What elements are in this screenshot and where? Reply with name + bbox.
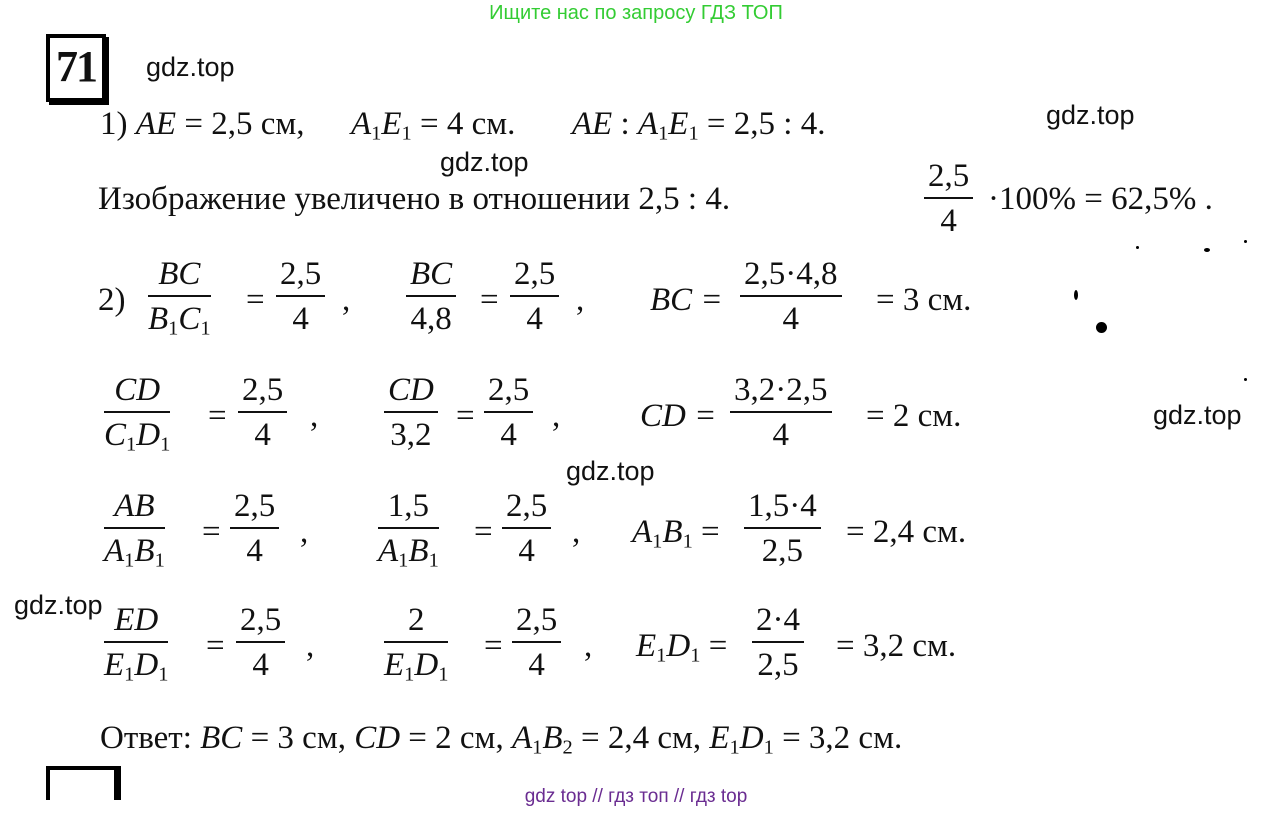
scan-speck (1204, 248, 1210, 252)
comma: , (552, 398, 561, 434)
fraction-2-5-4: $\frac{2,5}{4}$ (512, 604, 561, 682)
watermark: gdz.top (1153, 400, 1242, 430)
comma: , (572, 514, 581, 550)
watermark: gdz.top (440, 147, 529, 177)
comma: , (342, 282, 351, 318)
part-2-marker: 2) (98, 282, 126, 318)
bc-result: = 3 см. (876, 282, 972, 318)
bc-lhs: BC = (650, 282, 723, 318)
fraction-ab-a1b1: $\frac{AB}{A_1B_1}$ (104, 488, 165, 572)
problem-number: 71 (56, 42, 96, 91)
fraction-cd-3-2: $\frac{CD}{3,2}$ (384, 374, 438, 452)
equals-sign: = (480, 282, 499, 318)
equals-sign: = (246, 282, 265, 318)
equals-sign: = (202, 514, 221, 550)
fraction-bc-calc: $\frac{2,5\cdot 4,8}{4}$ (740, 258, 842, 336)
fraction-2-5-4: $\frac{2,5}{4}$ (276, 258, 325, 336)
footer-links[interactable]: gdz top // гдз топ // гдз top (524, 786, 748, 807)
equals-sign: = (474, 514, 493, 550)
scan-speck (1244, 378, 1247, 381)
fraction-a1b1-calc: $\frac{1,5\cdot 4}{2,5}$ (744, 490, 821, 568)
scan-speck (1096, 322, 1107, 333)
fraction-2-5-4: $\frac{2,5}{4}$ (502, 490, 551, 568)
fraction-bc-b1c1: $\frac{BC}{B_1C_1}$ (148, 256, 211, 340)
watermark: gdz.top (14, 590, 103, 620)
fraction-2-5-4: $\frac{2,5}{4}$ (484, 374, 533, 452)
comma: , (584, 628, 593, 664)
fraction-2-5-4: $\frac{2,5}{4}$ (238, 374, 287, 452)
watermark: gdz.top (566, 456, 655, 486)
scan-speck (1136, 246, 1139, 249)
comma: , (300, 514, 309, 550)
scan-speck (1244, 240, 1247, 243)
comma: , (576, 282, 585, 318)
e1d1-result: = 3,2 см. (836, 628, 957, 664)
cd-lhs: CD = (640, 398, 717, 434)
comma: , (306, 628, 315, 664)
watermark: gdz.top (1046, 100, 1135, 130)
fraction-1-5-a1b1: $\frac{1,5}{A_1B_1}$ (378, 488, 439, 572)
equals-sign: = (484, 628, 503, 664)
equals-sign: = (456, 398, 475, 434)
problem-number-box (46, 34, 106, 102)
watermark: gdz.top (146, 52, 235, 82)
fraction-bc-4-8: $\frac{BC}{4,8}$ (406, 258, 456, 336)
fraction-2-5-4: $\frac{2,5}{4}$ (510, 258, 559, 336)
line-1: 1) AE = 2,5 см, $A_1E_1 = 4$ см. AE : $A_1E_1 = 2,5$ : 4. (100, 106, 826, 145)
e1d1-lhs: $E_1D_1$ = (636, 628, 728, 667)
fraction-2-e1d1: $\frac{2}{E_1D_1}$ (384, 602, 449, 686)
equals-sign: = (208, 398, 227, 434)
percent-fraction: $\frac{2,5}{4}$ (924, 160, 973, 238)
fraction-cd-calc: $\frac{3,2\cdot 2,5}{4}$ (730, 374, 832, 452)
equals-sign: = (206, 628, 225, 664)
fraction-cd-c1d1: $\frac{CD}{C_1D_1}$ (104, 372, 171, 456)
fraction-e1d1-calc: $\frac{2\cdot 4}{2,5}$ (752, 604, 804, 682)
fraction-2-5-4: $\frac{2,5}{4}$ (230, 490, 279, 568)
fraction-ed-e1d1: $\frac{ED}{E_1D_1}$ (104, 602, 169, 686)
answer-line: Ответ: BC = 3 см, CD = 2 см, $A_1B_2 = 2,4$ см, $E_1D_1 = 3,2$ см. (100, 720, 903, 759)
a1b1-lhs: $A_1B_1$ = (632, 514, 720, 553)
scan-speck (1074, 290, 1078, 300)
a1b1-result: = 2,4 см. (846, 514, 967, 550)
fraction-2-5-4: $\frac{2,5}{4}$ (236, 604, 285, 682)
percent-result: ·100% = 62,5% . (988, 181, 1213, 217)
comma: , (310, 398, 319, 434)
search-banner[interactable]: Ищите нас по запросу ГДЗ ТОП (489, 2, 783, 24)
cd-result: = 2 см. (866, 398, 962, 434)
line-2-text: Изображение увеличено в отношении 2,5 : 4. (98, 181, 731, 217)
